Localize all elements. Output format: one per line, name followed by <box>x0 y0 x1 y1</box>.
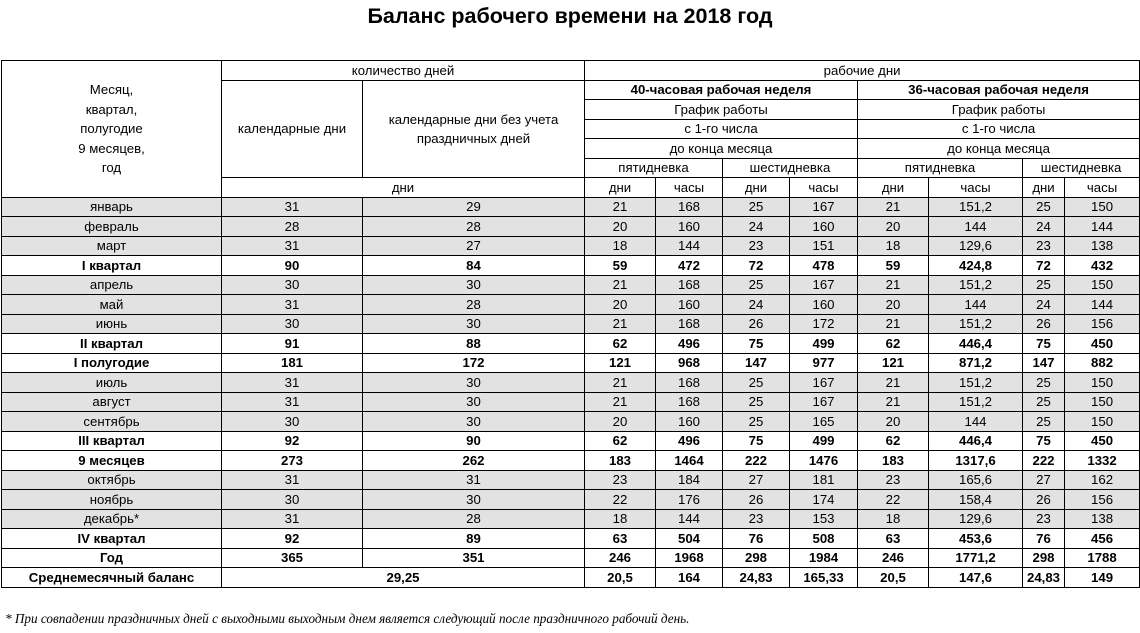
table-cell: 871,2 <box>929 353 1023 373</box>
table-cell: 432 <box>1065 256 1140 276</box>
header-month-line-4: 9 месяцев, <box>2 139 222 159</box>
table-cell: 144 <box>1065 295 1140 315</box>
table-cell: 24,83 <box>1023 568 1065 588</box>
table-row <box>2 217 1140 237</box>
row-label: октябрь <box>2 470 222 490</box>
table-cell: 30 <box>363 490 585 510</box>
table-cell: 144 <box>656 509 723 529</box>
table-cell: 1464 <box>656 451 723 471</box>
table-cell: 129,6 <box>929 509 1023 529</box>
work-time-balance-table <box>1 60 1140 588</box>
table-cell: 75 <box>1023 431 1065 451</box>
table-cell: 183 <box>858 451 929 471</box>
average-row-label: Среднемесячный баланс <box>2 568 222 588</box>
table-cell: 21 <box>585 275 656 295</box>
table-cell: 499 <box>790 334 858 354</box>
table-cell: 121 <box>585 353 656 373</box>
table-cell: 446,4 <box>929 334 1023 354</box>
header-month-line-1: Месяц, <box>2 80 222 100</box>
table-cell: 150 <box>1065 392 1140 412</box>
table-cell: 246 <box>858 548 929 568</box>
table-cell: 160 <box>656 412 723 432</box>
table-cell: 63 <box>585 529 656 549</box>
header-sub-hours: часы <box>790 178 858 198</box>
table-cell: 31 <box>222 197 363 217</box>
row-label: июль <box>2 373 222 393</box>
header-sub-days: дни <box>723 178 790 198</box>
table-cell: 273 <box>222 451 363 471</box>
table-cell: 181 <box>222 353 363 373</box>
table-cell: 18 <box>585 509 656 529</box>
table-cell: 28 <box>363 295 585 315</box>
header-six-day-40: шестидневка <box>723 158 858 178</box>
table-cell: 450 <box>1065 431 1140 451</box>
table-cell: 92 <box>222 431 363 451</box>
table-cell: 165,6 <box>929 470 1023 490</box>
corner-cell <box>2 61 222 81</box>
table-cell: 29 <box>363 197 585 217</box>
table-cell: 26 <box>723 314 790 334</box>
table-cell: 138 <box>1065 509 1140 529</box>
header-sub-hours: часы <box>1065 178 1140 198</box>
table-cell: 23 <box>723 236 790 256</box>
header-five-day-40: пятидневка <box>585 158 723 178</box>
table-cell: 138 <box>1065 236 1140 256</box>
table-cell: 25 <box>1023 392 1065 412</box>
row-label: ноябрь <box>2 490 222 510</box>
header-to-month-end-40: до конца месяца <box>585 139 858 159</box>
table-cell: 499 <box>790 431 858 451</box>
table-cell: 351 <box>363 548 585 568</box>
table-cell: 27 <box>363 236 585 256</box>
table-row <box>2 314 1140 334</box>
table-row <box>2 431 1140 451</box>
table-cell: 184 <box>656 470 723 490</box>
table-cell: 144 <box>1065 217 1140 237</box>
table-cell: 24 <box>1023 295 1065 315</box>
average-calendar-days: 29,25 <box>222 568 585 588</box>
table-cell: 150 <box>1065 275 1140 295</box>
table-cell: 31 <box>222 295 363 315</box>
header-schedule-40: График работы <box>585 100 858 120</box>
header-sub-days: дни <box>585 178 656 198</box>
table-cell: 151,2 <box>929 373 1023 393</box>
table-cell: 89 <box>363 529 585 549</box>
table-cell: 25 <box>1023 275 1065 295</box>
table-cell: 75 <box>1023 334 1065 354</box>
table-cell: 446,4 <box>929 431 1023 451</box>
row-label: III квартал <box>2 431 222 451</box>
table-cell: 164 <box>656 568 723 588</box>
table-cell: 62 <box>585 431 656 451</box>
table-cell: 144 <box>929 412 1023 432</box>
header-days-unit: дни <box>222 178 585 198</box>
table-cell: 24 <box>723 217 790 237</box>
table-cell: 28 <box>363 217 585 237</box>
table-cell: 150 <box>1065 373 1140 393</box>
table-cell: 90 <box>363 431 585 451</box>
table-cell: 181 <box>790 470 858 490</box>
table-cell: 167 <box>790 197 858 217</box>
table-cell: 20 <box>585 412 656 432</box>
table-cell: 478 <box>790 256 858 276</box>
table-cell: 30 <box>222 412 363 432</box>
table-cell: 151 <box>790 236 858 256</box>
table-cell: 25 <box>723 275 790 295</box>
table-cell: 151,2 <box>929 392 1023 412</box>
table-cell: 1984 <box>790 548 858 568</box>
table-cell: 62 <box>585 334 656 354</box>
table-cell: 160 <box>656 295 723 315</box>
header-calendar-days-no-holidays: календарные дни без учета праздничных дней <box>363 80 585 178</box>
table-cell: 24,83 <box>723 568 790 588</box>
table-cell: 167 <box>790 275 858 295</box>
table-cell: 22 <box>858 490 929 510</box>
table-cell: 20 <box>858 217 929 237</box>
table-cell: 20,5 <box>585 568 656 588</box>
table-cell: 172 <box>363 353 585 373</box>
table-cell: 30 <box>363 373 585 393</box>
table-cell: 121 <box>858 353 929 373</box>
table-cell: 31 <box>222 373 363 393</box>
header-month-line-5: год <box>2 158 222 178</box>
table-cell: 160 <box>790 295 858 315</box>
table-cell: 25 <box>723 373 790 393</box>
table-cell: 156 <box>1065 490 1140 510</box>
table-row <box>2 470 1140 490</box>
table-cell: 31 <box>363 470 585 490</box>
header-five-day-36: пятидневка <box>858 158 1023 178</box>
row-label: март <box>2 236 222 256</box>
table-row <box>2 256 1140 276</box>
average-row <box>2 568 1140 588</box>
table-cell: 31 <box>222 470 363 490</box>
table-cell: 84 <box>363 256 585 276</box>
table-cell: 30 <box>363 412 585 432</box>
row-label: I полугодие <box>2 353 222 373</box>
table-row <box>2 236 1140 256</box>
page-title: Баланс рабочего времени на 2018 год <box>367 4 773 28</box>
table-cell: 151,2 <box>929 197 1023 217</box>
table-cell: 147 <box>1023 353 1065 373</box>
table-cell: 20 <box>858 412 929 432</box>
table-row <box>2 197 1140 217</box>
table-cell: 183 <box>585 451 656 471</box>
table-cell: 27 <box>723 470 790 490</box>
table-cell: 151,2 <box>929 275 1023 295</box>
table-cell: 72 <box>723 256 790 276</box>
table-cell: 158,4 <box>929 490 1023 510</box>
table-cell: 20 <box>585 295 656 315</box>
row-label: май <box>2 295 222 315</box>
header-sub-days: дни <box>1023 178 1065 198</box>
table-row <box>2 295 1140 315</box>
table-cell: 23 <box>858 470 929 490</box>
table-cell: 30 <box>363 314 585 334</box>
table-cell: 21 <box>585 314 656 334</box>
header-sub-hours: часы <box>656 178 723 198</box>
table-row <box>2 412 1140 432</box>
table-cell: 1332 <box>1065 451 1140 471</box>
table-cell: 27 <box>1023 470 1065 490</box>
table-cell: 30 <box>222 314 363 334</box>
table-cell: 144 <box>656 236 723 256</box>
table-cell: 18 <box>858 236 929 256</box>
header-from-first-36: с 1-го числа <box>858 119 1140 139</box>
table-cell: 31 <box>222 236 363 256</box>
table-row <box>2 509 1140 529</box>
table-row <box>2 275 1140 295</box>
header-from-first-40: с 1-го числа <box>585 119 858 139</box>
table-cell: 21 <box>858 197 929 217</box>
table-cell: 496 <box>656 334 723 354</box>
table-cell: 59 <box>858 256 929 276</box>
table-cell: 24 <box>723 295 790 315</box>
table-cell: 75 <box>723 431 790 451</box>
table-cell: 25 <box>723 412 790 432</box>
row-label: I квартал <box>2 256 222 276</box>
table-cell: 23 <box>723 509 790 529</box>
table-cell: 28 <box>363 509 585 529</box>
table-cell: 20 <box>585 217 656 237</box>
row-label: февраль <box>2 217 222 237</box>
table-cell: 456 <box>1065 529 1140 549</box>
table-cell: 31 <box>222 392 363 412</box>
table-cell: 160 <box>790 217 858 237</box>
table-cell: 1476 <box>790 451 858 471</box>
table-cell: 91 <box>222 334 363 354</box>
table-cell: 30 <box>222 490 363 510</box>
table-cell: 151,2 <box>929 314 1023 334</box>
table-row <box>2 373 1140 393</box>
table-cell: 174 <box>790 490 858 510</box>
table-cell: 21 <box>585 373 656 393</box>
table-row <box>2 548 1140 568</box>
table-cell: 165,33 <box>790 568 858 588</box>
table-cell: 76 <box>723 529 790 549</box>
header-sub-hours: часы <box>929 178 1023 198</box>
header-sub-days: дни <box>858 178 929 198</box>
table-cell: 90 <box>222 256 363 276</box>
table-cell: 25 <box>1023 373 1065 393</box>
table-cell: 1968 <box>656 548 723 568</box>
table-cell: 75 <box>723 334 790 354</box>
table-cell: 21 <box>858 373 929 393</box>
table-cell: 20 <box>858 295 929 315</box>
table-cell: 76 <box>1023 529 1065 549</box>
table-row <box>2 490 1140 510</box>
table-cell: 168 <box>656 197 723 217</box>
table-cell: 162 <box>1065 470 1140 490</box>
table-cell: 24 <box>1023 217 1065 237</box>
table-cell: 30 <box>222 275 363 295</box>
table-cell: 30 <box>363 275 585 295</box>
row-label: II квартал <box>2 334 222 354</box>
table-cell: 150 <box>1065 197 1140 217</box>
table-cell: 504 <box>656 529 723 549</box>
header-40-hour-week: 40-часовая рабочая неделя <box>585 80 858 100</box>
table-cell: 262 <box>363 451 585 471</box>
header-month-line-2: квартал, <box>2 100 222 120</box>
table-cell: 25 <box>723 392 790 412</box>
table-cell: 21 <box>585 197 656 217</box>
table-row <box>2 353 1140 373</box>
header-schedule-36: График работы <box>858 100 1140 120</box>
table-row <box>2 451 1140 471</box>
table-cell: 1317,6 <box>929 451 1023 471</box>
table-cell: 496 <box>656 431 723 451</box>
table-cell: 365 <box>222 548 363 568</box>
row-label: декабрь* <box>2 509 222 529</box>
table-cell: 150 <box>1065 412 1140 432</box>
table-cell: 450 <box>1065 334 1140 354</box>
table-cell: 167 <box>790 373 858 393</box>
table-cell: 298 <box>723 548 790 568</box>
table-row <box>2 529 1140 549</box>
table-cell: 147,6 <box>929 568 1023 588</box>
table-cell: 92 <box>222 529 363 549</box>
header-rabochie-dni: рабочие дни <box>585 61 1140 81</box>
table-cell: 882 <box>1065 353 1140 373</box>
table-cell: 472 <box>656 256 723 276</box>
table-cell: 1771,2 <box>929 548 1023 568</box>
header-month-blank <box>2 178 222 198</box>
table-cell: 222 <box>723 451 790 471</box>
table-cell: 168 <box>656 314 723 334</box>
header-month-line-3: полугодие <box>2 119 222 139</box>
table-cell: 23 <box>1023 236 1065 256</box>
table-cell: 1788 <box>1065 548 1140 568</box>
table-cell: 168 <box>656 392 723 412</box>
table-cell: 59 <box>585 256 656 276</box>
header-36-hour-week: 36-часовая рабочая неделя <box>858 80 1140 100</box>
row-label: сентябрь <box>2 412 222 432</box>
table-cell: 31 <box>222 509 363 529</box>
table-cell: 23 <box>585 470 656 490</box>
table-cell: 246 <box>585 548 656 568</box>
table-cell: 453,6 <box>929 529 1023 549</box>
table-cell: 18 <box>858 509 929 529</box>
table-cell: 88 <box>363 334 585 354</box>
table-cell: 153 <box>790 509 858 529</box>
table-cell: 144 <box>929 295 1023 315</box>
table-cell: 62 <box>858 431 929 451</box>
table-cell: 25 <box>1023 412 1065 432</box>
table-cell: 21 <box>585 392 656 412</box>
table-cell: 63 <box>858 529 929 549</box>
table-cell: 30 <box>363 392 585 412</box>
header-calendar-days: календарные дни <box>222 80 363 178</box>
table-cell: 21 <box>858 275 929 295</box>
header-six-day-36: шестидневка <box>1023 158 1140 178</box>
header-kol-dney: количество дней <box>222 61 585 81</box>
table-cell: 25 <box>723 197 790 217</box>
table-cell: 129,6 <box>929 236 1023 256</box>
row-label: январь <box>2 197 222 217</box>
table-cell: 18 <box>585 236 656 256</box>
table-cell: 144 <box>929 217 1023 237</box>
table-cell: 977 <box>790 353 858 373</box>
table-row <box>2 334 1140 354</box>
table-cell: 168 <box>656 373 723 393</box>
table-cell: 25 <box>1023 197 1065 217</box>
table-cell: 20,5 <box>858 568 929 588</box>
table-cell: 22 <box>585 490 656 510</box>
table-cell: 298 <box>1023 548 1065 568</box>
table-cell: 424,8 <box>929 256 1023 276</box>
row-label: 9 месяцев <box>2 451 222 471</box>
table-cell: 23 <box>1023 509 1065 529</box>
row-label: август <box>2 392 222 412</box>
footnote: * При совпадении праздничных дней с выходными выходным днем является следующий после праздничного рабочий день. <box>5 611 690 626</box>
table-cell: 21 <box>858 314 929 334</box>
table-cell: 149 <box>1065 568 1140 588</box>
table-cell: 167 <box>790 392 858 412</box>
table-row <box>2 392 1140 412</box>
table-cell: 26 <box>1023 314 1065 334</box>
row-label: IV квартал <box>2 529 222 549</box>
table-cell: 26 <box>1023 490 1065 510</box>
table-cell: 165 <box>790 412 858 432</box>
header-to-month-end-36: до конца месяца <box>858 139 1140 159</box>
table-cell: 62 <box>858 334 929 354</box>
table-cell: 72 <box>1023 256 1065 276</box>
table-cell: 508 <box>790 529 858 549</box>
table-cell: 21 <box>858 392 929 412</box>
table-cell: 176 <box>656 490 723 510</box>
row-label: апрель <box>2 275 222 295</box>
table-cell: 28 <box>222 217 363 237</box>
table-cell: 160 <box>656 217 723 237</box>
row-label: Год <box>2 548 222 568</box>
table-cell: 968 <box>656 353 723 373</box>
table-cell: 222 <box>1023 451 1065 471</box>
table-cell: 168 <box>656 275 723 295</box>
row-label: июнь <box>2 314 222 334</box>
table-cell: 147 <box>723 353 790 373</box>
table-cell: 26 <box>723 490 790 510</box>
table-cell: 172 <box>790 314 858 334</box>
table-cell: 156 <box>1065 314 1140 334</box>
